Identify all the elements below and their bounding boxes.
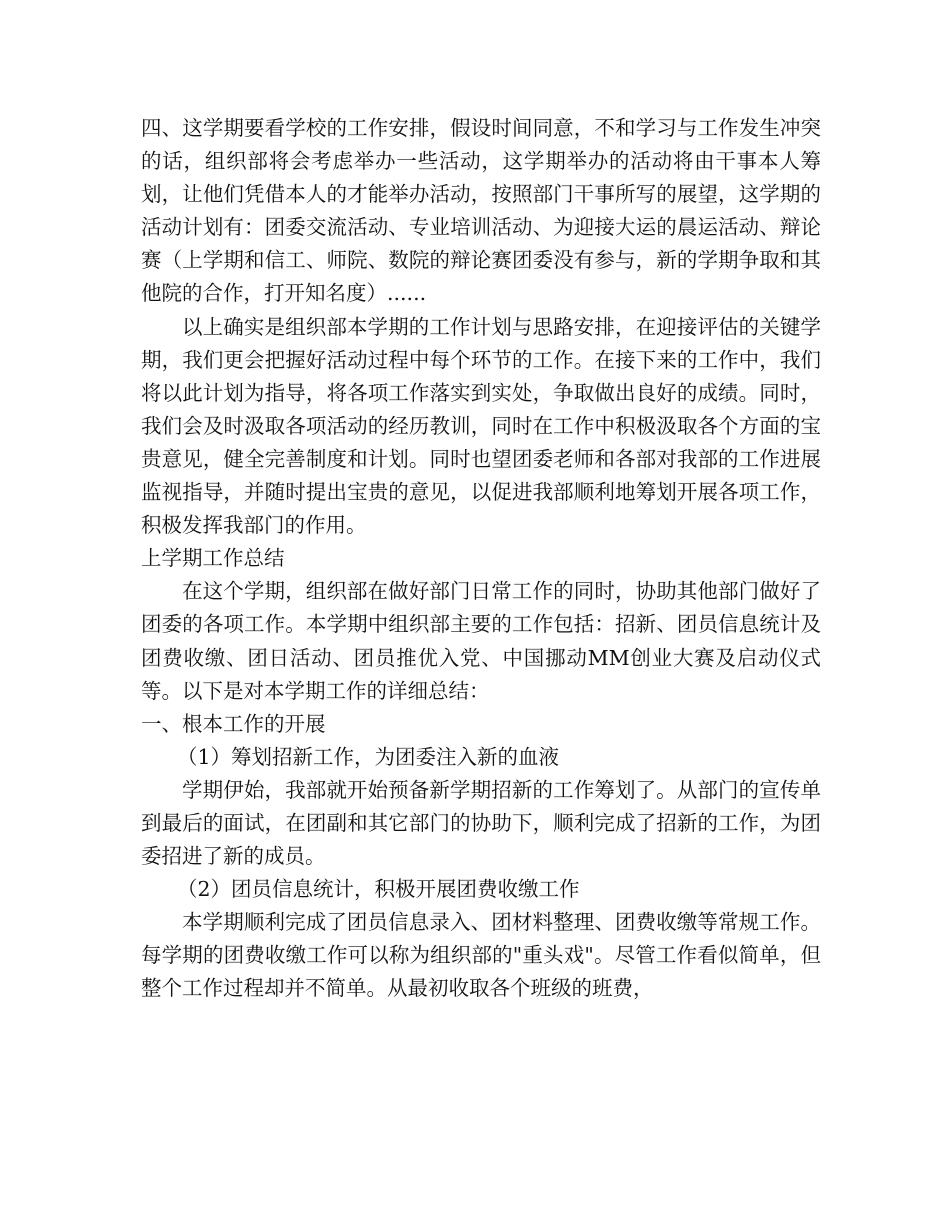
paragraph-recruitment: 学期伊始，我部就开始预备新学期招新的工作筹划了。从部门的宣传单到最后的面试，在团副和其它部门的协助下，顺利完成了招新的工作，为团委招进了新的成员。 (141, 777, 821, 869)
document-page (141, 112, 821, 1006)
paragraph-activity-plan: 四、这学期要看学校的工作安排，假设时间同意，不和学习与工作发生冲突的话，组织部将会考虑举办一些活动，这学期举办的活动将由干事本人筹划，让他们凭借本人的才能举办活动，按照部门干事所写的展望，这学期的活动计划有：团委交流活动、专业培训活动、为迎接大运的晨运活动、辩论赛（上学期和信工、师院、数院的辩论赛团委没有参与，新的学期争取和其他院的合作，打开知名度）...... (141, 116, 821, 306)
subheading-recruitment: （1）筹划招新工作，为团委注入新的血液 (177, 744, 560, 769)
subheading-member-statistics: （2）团员信息统计，积极开展团费收缴工作 (177, 877, 580, 902)
paragraph-plan-summary: 以上确实是组织部本学期的工作计划与思路安排，在迎接评估的关键学期，我们更会把握好活动过程中每个环节的工作。在接下来的工作中，我们将以此计划为指导，将各项工作落实到实处，争取做出良好的成绩。同时，我们会及时汲取各项活动的经历教训，同时在工作中积极汲取各个方面的宝贵意见，健全完善制度和计划。同时也望团委老师和各部对我部的工作进展监视指导，并随时提出宝贵的意见，以促进我部顺利地筹划开展各项工作，积极发挥我部门的作用。 (141, 314, 821, 538)
paragraph-member-fees: 本学期顺利完成了团员信息录入、团材料整理、团费收缴等常规工作。每学期的团费收缴工作可以称为组织部的"重头戏"。尽管工作看似简单，但整个工作过程却并不简单。从最初收取各个班级的班费， (141, 910, 821, 1001)
paragraph-term-overview: 在这个学期，组织部在做好部门日常工作的同时，协助其他部门做好了团委的各项工作。本学期中组织部主要的工作包括：招新、团员信息统计及团费收缴、团日活动、团员推优入党、中国挪动MM创业大赛及启动仪式等。以下是对本学期工作的详细总结： (141, 579, 821, 703)
section-heading-basic-work: 一、根本工作的开展 (141, 711, 326, 736)
section-heading-last-term: 上学期工作总结 (141, 546, 285, 571)
